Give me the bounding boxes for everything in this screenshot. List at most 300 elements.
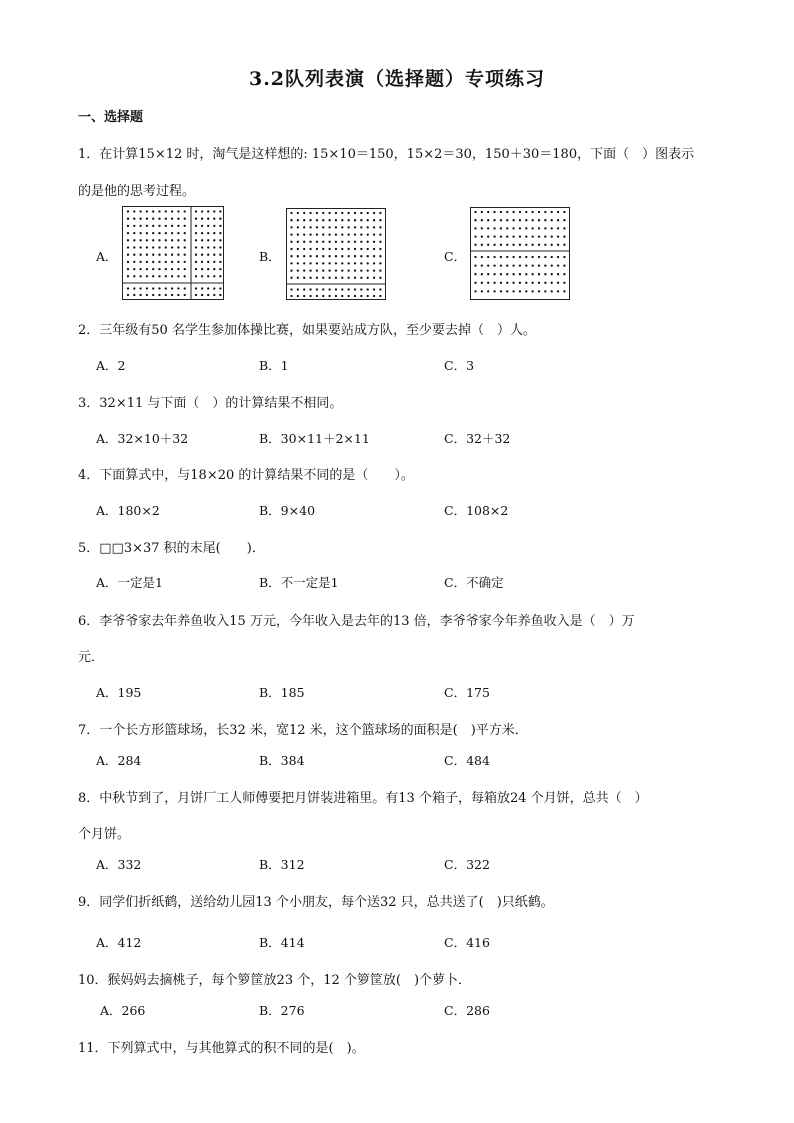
dot xyxy=(474,290,476,292)
dot xyxy=(360,295,362,297)
dot xyxy=(133,239,135,241)
dot xyxy=(335,255,337,257)
dot xyxy=(213,294,215,296)
dot xyxy=(474,227,476,229)
dot xyxy=(322,269,324,271)
question-10-option-a[interactable]: A．266 xyxy=(100,1003,146,1018)
question-9-option-b[interactable]: B．414 xyxy=(259,935,305,950)
dot xyxy=(551,273,553,275)
dot xyxy=(177,261,179,263)
dot xyxy=(303,248,305,250)
dot xyxy=(297,295,299,297)
dot xyxy=(177,287,179,289)
dot xyxy=(152,239,154,241)
dot xyxy=(348,226,350,228)
dot xyxy=(373,269,375,271)
dot xyxy=(184,218,186,220)
question-2-option-a[interactable]: A．2 xyxy=(96,358,126,373)
question-8-line-1: 8．中秋节到了，月饼厂工人师傅要把月饼装进箱里。有13 个箱子，每箱放24 个月饼，总共（ ） xyxy=(78,791,648,806)
dot xyxy=(519,264,521,266)
dot xyxy=(481,282,483,284)
dot xyxy=(127,239,129,241)
dot xyxy=(335,233,337,235)
dot xyxy=(309,277,311,279)
dot xyxy=(506,256,508,258)
dot xyxy=(316,241,318,243)
dot xyxy=(493,244,495,246)
dot xyxy=(213,218,215,220)
dot xyxy=(557,256,559,258)
dot xyxy=(525,244,527,246)
dot xyxy=(335,269,337,271)
dot xyxy=(213,268,215,270)
dot xyxy=(563,273,565,275)
dot xyxy=(538,256,540,258)
dot xyxy=(177,239,179,241)
dot xyxy=(367,241,369,243)
dot xyxy=(367,212,369,214)
dot xyxy=(474,219,476,221)
dot xyxy=(544,256,546,258)
dot xyxy=(328,269,330,271)
dot xyxy=(474,264,476,266)
question-4-option-b[interactable]: B．9×40 xyxy=(259,503,316,518)
dot xyxy=(297,241,299,243)
dot xyxy=(316,295,318,297)
dot xyxy=(303,262,305,264)
question-7-option-b[interactable]: B．384 xyxy=(259,753,305,768)
dot xyxy=(532,264,534,266)
dot xyxy=(152,287,154,289)
dot xyxy=(152,268,154,270)
dot xyxy=(139,239,141,241)
dot xyxy=(481,256,483,258)
dot xyxy=(316,219,318,221)
dot xyxy=(165,218,167,220)
dot xyxy=(316,269,318,271)
dot xyxy=(297,288,299,290)
question-7-option-c[interactable]: C．484 xyxy=(444,753,490,768)
dot xyxy=(379,233,381,235)
dot xyxy=(139,246,141,248)
dot xyxy=(158,232,160,234)
dot xyxy=(551,256,553,258)
dot xyxy=(538,235,540,237)
dot xyxy=(127,218,129,220)
dot xyxy=(322,277,324,279)
dot xyxy=(139,210,141,212)
dot xyxy=(139,275,141,277)
dot xyxy=(303,269,305,271)
dot xyxy=(207,246,209,248)
dot xyxy=(563,290,565,292)
dot xyxy=(379,295,381,297)
dot xyxy=(532,219,534,221)
question-10-option-c[interactable]: C．286 xyxy=(444,1003,490,1018)
dot xyxy=(557,244,559,246)
question-2-option-b[interactable]: B．1 xyxy=(259,358,289,373)
dot xyxy=(367,277,369,279)
dot xyxy=(557,235,559,237)
dot xyxy=(512,244,514,246)
question-5-option-b[interactable]: B．不一定是1 xyxy=(259,575,339,590)
question-4-option-a[interactable]: A．180×2 xyxy=(96,503,160,518)
dot xyxy=(213,275,215,277)
dot xyxy=(354,241,356,243)
question-4-option-c[interactable]: C．108×2 xyxy=(444,503,509,518)
dot xyxy=(500,273,502,275)
dot xyxy=(201,261,203,263)
dot xyxy=(367,295,369,297)
dot xyxy=(328,295,330,297)
dot xyxy=(341,212,343,214)
dot xyxy=(474,282,476,284)
dot xyxy=(290,219,292,221)
dot xyxy=(139,254,141,256)
dot xyxy=(487,235,489,237)
dot xyxy=(360,288,362,290)
dot xyxy=(127,268,129,270)
dot-array-figure-c xyxy=(470,207,570,300)
dot xyxy=(127,254,129,256)
dot xyxy=(487,290,489,292)
dot xyxy=(133,210,135,212)
dot xyxy=(512,235,514,237)
dot xyxy=(481,264,483,266)
dot xyxy=(322,233,324,235)
dot xyxy=(184,246,186,248)
dot xyxy=(177,268,179,270)
dot xyxy=(493,264,495,266)
dot xyxy=(328,277,330,279)
dot xyxy=(335,212,337,214)
dot xyxy=(133,261,135,263)
dot xyxy=(544,244,546,246)
dot xyxy=(519,211,521,213)
dot xyxy=(316,277,318,279)
dot xyxy=(201,239,203,241)
dot xyxy=(512,282,514,284)
dot xyxy=(171,239,173,241)
dot xyxy=(354,262,356,264)
dot xyxy=(328,288,330,290)
dot xyxy=(207,210,209,212)
dot xyxy=(367,233,369,235)
question-7-option-a[interactable]: A．284 xyxy=(96,753,142,768)
dot xyxy=(544,290,546,292)
question-3-option-c[interactable]: C．32＋32 xyxy=(444,431,511,446)
dot xyxy=(146,218,148,220)
dot xyxy=(506,211,508,213)
dot xyxy=(184,210,186,212)
dot xyxy=(219,246,221,248)
dot xyxy=(322,295,324,297)
question-3-option-a[interactable]: A．32×10＋32 xyxy=(96,431,189,446)
dot xyxy=(133,254,135,256)
dot xyxy=(195,239,197,241)
dot xyxy=(487,227,489,229)
dot xyxy=(544,282,546,284)
dot xyxy=(551,282,553,284)
dot xyxy=(219,210,221,212)
dot xyxy=(348,255,350,257)
question-2-stem: 2．三年级有50 名学生参加体操比赛，如果要站成方队，至少要去掉（ ）人。 xyxy=(78,323,536,338)
dot xyxy=(538,244,540,246)
dot xyxy=(354,248,356,250)
dot xyxy=(512,256,514,258)
dot xyxy=(500,219,502,221)
dot xyxy=(551,290,553,292)
question-9-option-c[interactable]: C．416 xyxy=(444,935,490,950)
dot xyxy=(322,241,324,243)
dot xyxy=(487,219,489,221)
dot xyxy=(379,262,381,264)
dot xyxy=(360,219,362,221)
dot xyxy=(219,218,221,220)
question-8-option-c[interactable]: C．322 xyxy=(444,857,490,872)
dot xyxy=(201,254,203,256)
dot xyxy=(481,211,483,213)
dot xyxy=(127,246,129,248)
dot xyxy=(177,294,179,296)
dot xyxy=(290,262,292,264)
dot xyxy=(532,282,534,284)
dot xyxy=(493,273,495,275)
dot xyxy=(379,212,381,214)
dot xyxy=(544,219,546,221)
dot xyxy=(532,235,534,237)
dot xyxy=(316,226,318,228)
dot xyxy=(557,273,559,275)
dot-array-figure-b xyxy=(286,208,386,300)
dot xyxy=(184,275,186,277)
dot xyxy=(127,275,129,277)
dot xyxy=(379,219,381,221)
dot xyxy=(512,264,514,266)
dot xyxy=(146,287,148,289)
dot xyxy=(290,277,292,279)
question-9-option-a[interactable]: A．412 xyxy=(96,935,142,950)
dot xyxy=(219,294,221,296)
dot xyxy=(379,255,381,257)
question-6-option-c[interactable]: C．175 xyxy=(444,685,490,700)
dot xyxy=(195,287,197,289)
dot xyxy=(165,232,167,234)
dot xyxy=(219,225,221,227)
dot xyxy=(303,226,305,228)
dot xyxy=(195,232,197,234)
dot xyxy=(219,268,221,270)
dot xyxy=(177,275,179,277)
dot xyxy=(139,287,141,289)
dot xyxy=(532,244,534,246)
question-6-option-b[interactable]: B．185 xyxy=(259,685,305,700)
question-8-option-b[interactable]: B．312 xyxy=(259,857,305,872)
dot xyxy=(309,212,311,214)
dot xyxy=(139,294,141,296)
dot xyxy=(195,225,197,227)
dot xyxy=(139,225,141,227)
dot xyxy=(213,246,215,248)
dot xyxy=(532,273,534,275)
question-3-option-b[interactable]: B．30×11＋2×11 xyxy=(259,431,370,446)
dot xyxy=(322,219,324,221)
dot xyxy=(165,210,167,212)
dot xyxy=(373,233,375,235)
dot xyxy=(335,277,337,279)
dot xyxy=(532,227,534,229)
dot xyxy=(538,264,540,266)
dot xyxy=(500,264,502,266)
dot xyxy=(348,288,350,290)
dot xyxy=(201,287,203,289)
dot xyxy=(493,282,495,284)
dot xyxy=(481,244,483,246)
dot xyxy=(551,235,553,237)
dot xyxy=(379,277,381,279)
dot xyxy=(563,282,565,284)
dot xyxy=(538,211,540,213)
dot xyxy=(354,212,356,214)
dot xyxy=(316,262,318,264)
dot xyxy=(213,210,215,212)
dot xyxy=(512,219,514,221)
dot xyxy=(290,241,292,243)
dot xyxy=(360,255,362,257)
dot xyxy=(373,241,375,243)
dot xyxy=(207,232,209,234)
dot xyxy=(297,262,299,264)
dot xyxy=(474,235,476,237)
question-9-stem: 9．同学们折纸鹤，送给幼儿园13 个小朋友，每个送32 只，总共送了( )只纸鹤。 xyxy=(78,895,554,910)
dot xyxy=(360,233,362,235)
dot xyxy=(133,275,135,277)
dot xyxy=(379,269,381,271)
dot xyxy=(297,269,299,271)
dot xyxy=(184,287,186,289)
dot xyxy=(519,282,521,284)
dot xyxy=(373,288,375,290)
dot xyxy=(551,264,553,266)
dot xyxy=(532,211,534,213)
dot xyxy=(335,226,337,228)
dot xyxy=(519,235,521,237)
dot xyxy=(146,254,148,256)
dot xyxy=(207,275,209,277)
dot xyxy=(303,212,305,214)
dot xyxy=(519,219,521,221)
dot xyxy=(354,226,356,228)
question-8-option-a[interactable]: A．332 xyxy=(96,857,142,872)
dot xyxy=(290,226,292,228)
dot xyxy=(152,246,154,248)
dot xyxy=(328,212,330,214)
dot xyxy=(201,294,203,296)
dot xyxy=(493,256,495,258)
dot xyxy=(290,295,292,297)
dot xyxy=(316,212,318,214)
dot xyxy=(373,219,375,221)
dot xyxy=(213,239,215,241)
dot xyxy=(551,227,553,229)
dot xyxy=(525,227,527,229)
dot xyxy=(171,268,173,270)
dot xyxy=(219,275,221,277)
dot xyxy=(303,288,305,290)
question-10-option-b[interactable]: B．276 xyxy=(259,1003,305,1018)
dot xyxy=(328,226,330,228)
dot xyxy=(519,256,521,258)
dot xyxy=(171,294,173,296)
question-5-option-a[interactable]: A．一定是1 xyxy=(96,575,163,590)
dot xyxy=(184,232,186,234)
dot xyxy=(171,287,173,289)
question-1-line-1: 1．在计算15×12 时，淘气是这样想的: 15×10＝150，15×2＝30，150＋30＝180，下面（ ）图表示 xyxy=(78,147,695,162)
dot xyxy=(127,294,129,296)
dot xyxy=(367,226,369,228)
dot xyxy=(373,255,375,257)
dot xyxy=(335,248,337,250)
dot xyxy=(171,225,173,227)
dot xyxy=(354,233,356,235)
dot xyxy=(171,232,173,234)
question-10-stem: 10．猴妈妈去摘桃子，每个箩筐放23 个，12 个箩筐放( )个萝卜． xyxy=(78,973,472,988)
question-5-option-c[interactable]: C．不确定 xyxy=(444,575,504,590)
dot xyxy=(201,268,203,270)
dot xyxy=(519,227,521,229)
dot xyxy=(322,248,324,250)
dot xyxy=(165,261,167,263)
question-6-option-a[interactable]: A．195 xyxy=(96,685,142,700)
dot xyxy=(201,218,203,220)
dot xyxy=(500,235,502,237)
dot xyxy=(171,246,173,248)
dot xyxy=(474,211,476,213)
dot xyxy=(165,294,167,296)
dot xyxy=(538,273,540,275)
dot xyxy=(373,295,375,297)
dot xyxy=(525,290,527,292)
dot xyxy=(158,218,160,220)
dot xyxy=(493,290,495,292)
dot xyxy=(335,241,337,243)
dot xyxy=(184,254,186,256)
question-2-option-c[interactable]: C．3 xyxy=(444,358,475,373)
dot xyxy=(309,233,311,235)
dot xyxy=(165,287,167,289)
dot xyxy=(360,226,362,228)
dot xyxy=(367,255,369,257)
dot xyxy=(493,235,495,237)
dot xyxy=(379,288,381,290)
dot xyxy=(219,287,221,289)
figure-frame xyxy=(123,207,224,300)
dot xyxy=(328,233,330,235)
dot xyxy=(146,275,148,277)
dot xyxy=(354,288,356,290)
dot xyxy=(538,227,540,229)
dot xyxy=(158,210,160,212)
dot xyxy=(127,225,129,227)
dot xyxy=(322,212,324,214)
question-11-stem: 11．下列算式中，与其他算式的积不同的是( )。 xyxy=(78,1041,365,1056)
dot xyxy=(551,219,553,221)
dot xyxy=(177,225,179,227)
dot xyxy=(354,269,356,271)
dot xyxy=(171,210,173,212)
dot xyxy=(158,239,160,241)
dot xyxy=(367,248,369,250)
